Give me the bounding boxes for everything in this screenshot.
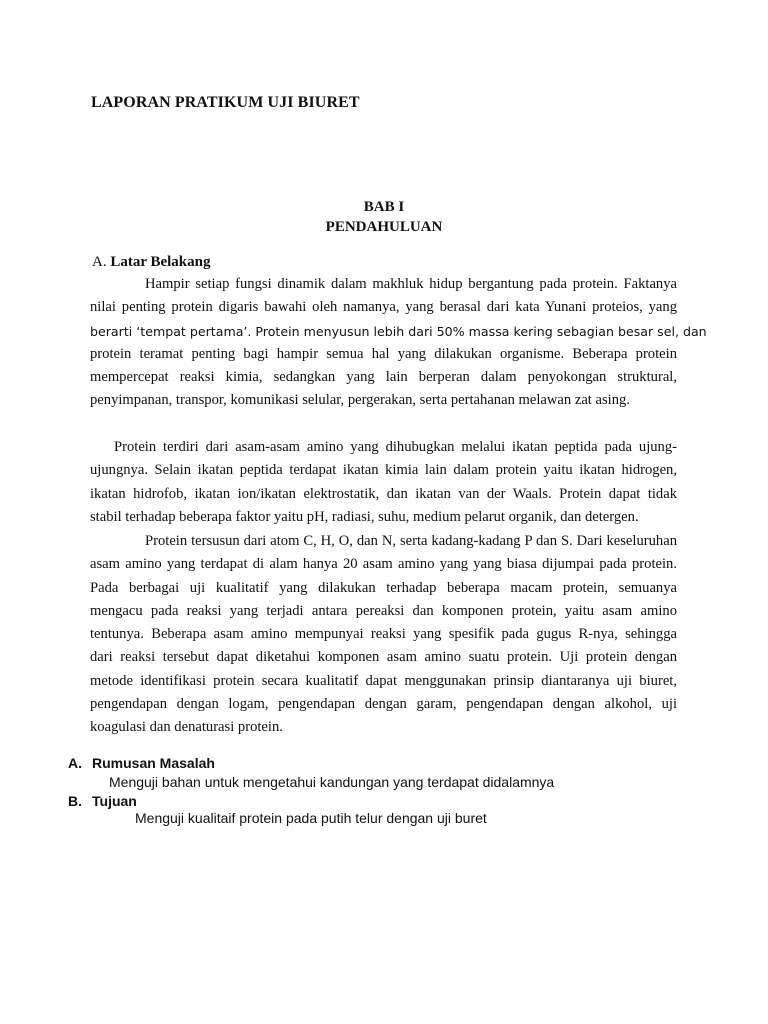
paragraph-2: [90, 436, 677, 529]
tujuan-title: Tujuan: [92, 793, 137, 809]
paragraph-line: Hampir setiap fungsi dinamik dalam makhluk hidup bergantung pada protein. Faktanya: [145, 276, 677, 292]
paragraph-line: ikatan hidrofob, ikatan ion/ikatan elektrostatik, dan ikatan van der Waals. Protein dapat tidak: [90, 485, 677, 502]
paragraph-line: koagulasi dan denaturasi protein.: [90, 719, 283, 736]
paragraph-line: tentunya. Beberapa asam amino mempunyai reaksi yang spesifik pada gugus R-nya, sehingga: [90, 626, 677, 643]
paragraph-line: protein teramat penting bagi hampir semua hal yang dilakukan organisme. Beberapa protein: [90, 345, 677, 362]
tujuan-heading: [68, 793, 137, 809]
paragraph-line: penyimpanan, transpor, komunikasi selular, pergerakan, serta pertahanan melawan zat asing.: [90, 392, 630, 409]
chapter-name: PENDAHULUAN: [325, 219, 443, 235]
rumusan-masalah-marker: A.: [68, 755, 82, 771]
paragraph-1: [90, 273, 707, 413]
paragraph-line: dari reaksi tersebut dapat diketahui komponen asam amino suatu protein. Uji protein dengan: [90, 649, 677, 666]
paragraph-line: ujungnya. Selain ikatan peptida terdapat ikatan kimia lain dalam protein yaitu ikatan hidrogen,: [90, 462, 677, 479]
paragraph-line: stabil terhadap beberapa faktor yaitu pH, radiasi, suhu, medium pelarut organik, dan detergen.: [90, 508, 639, 525]
paragraph-3: [90, 530, 677, 740]
paragraph-line: Protein terdiri dari asam-asam amino yang dihubugkan melalui ikatan peptida pada ujung-: [114, 439, 677, 455]
rumusan-masalah-text: Menguji bahan untuk mengetahui kandungan yang terdapat didalamnya: [109, 774, 555, 790]
latar-belakang-title: Latar Belakang: [110, 254, 211, 270]
paragraph-line: Pada berbagai uji kualitatif yang dilakukan terhadap beberapa macam protein, semuanya: [90, 579, 677, 596]
paragraph-line: pengendapan dengan logam, pengendapan dengan garam, pengendapan dengan alkohol, uji: [90, 696, 677, 713]
paragraph-line: mempercepat reaksi kimia, sedangkan yang lain berperan dalam penyokongan struktural,: [90, 369, 677, 386]
latar-belakang-marker: A.: [92, 254, 107, 270]
paragraph-line: berarti ‘tempat pertama’. Protein menyusun lebih dari 50% massa kering sebagian besar sel, dan: [90, 323, 707, 339]
rumusan-masalah-heading: [68, 755, 215, 771]
paragraph-line: Protein tersusun dari atom C, H, O, dan N, serta kadang-kadang P dan S. Dari keseluruhan: [145, 533, 677, 549]
paragraph-line: mengacu pada reaksi yang terjadi antara pereaksi dan komponen protein, yaitu asam amino: [90, 602, 677, 619]
rumusan-masalah-title: Rumusan Masalah: [92, 755, 215, 771]
tujuan-text: Menguji kualitaif protein pada putih telur dengan uji buret: [135, 810, 487, 826]
paragraph-line: metode identifikasi protein secara kualitatif dapat menggunakan prinsip diantaranya uji biuret,: [90, 672, 677, 689]
paragraph-line: nilai penting protein digaris bawahi oleh namanya, yang berasal dari kata Yunani proteios, yang: [90, 299, 677, 316]
chapter-number: BAB I: [363, 199, 405, 215]
latar-belakang-heading: [92, 254, 211, 271]
paragraph-line: asam amino yang terdapat di alam hanya 20 asam amino yang yang biasa dijumpai pada protein.: [90, 556, 677, 573]
document-title: LAPORAN PRATIKUM UJI BIURET: [91, 94, 360, 111]
tujuan-marker: B.: [68, 793, 82, 809]
